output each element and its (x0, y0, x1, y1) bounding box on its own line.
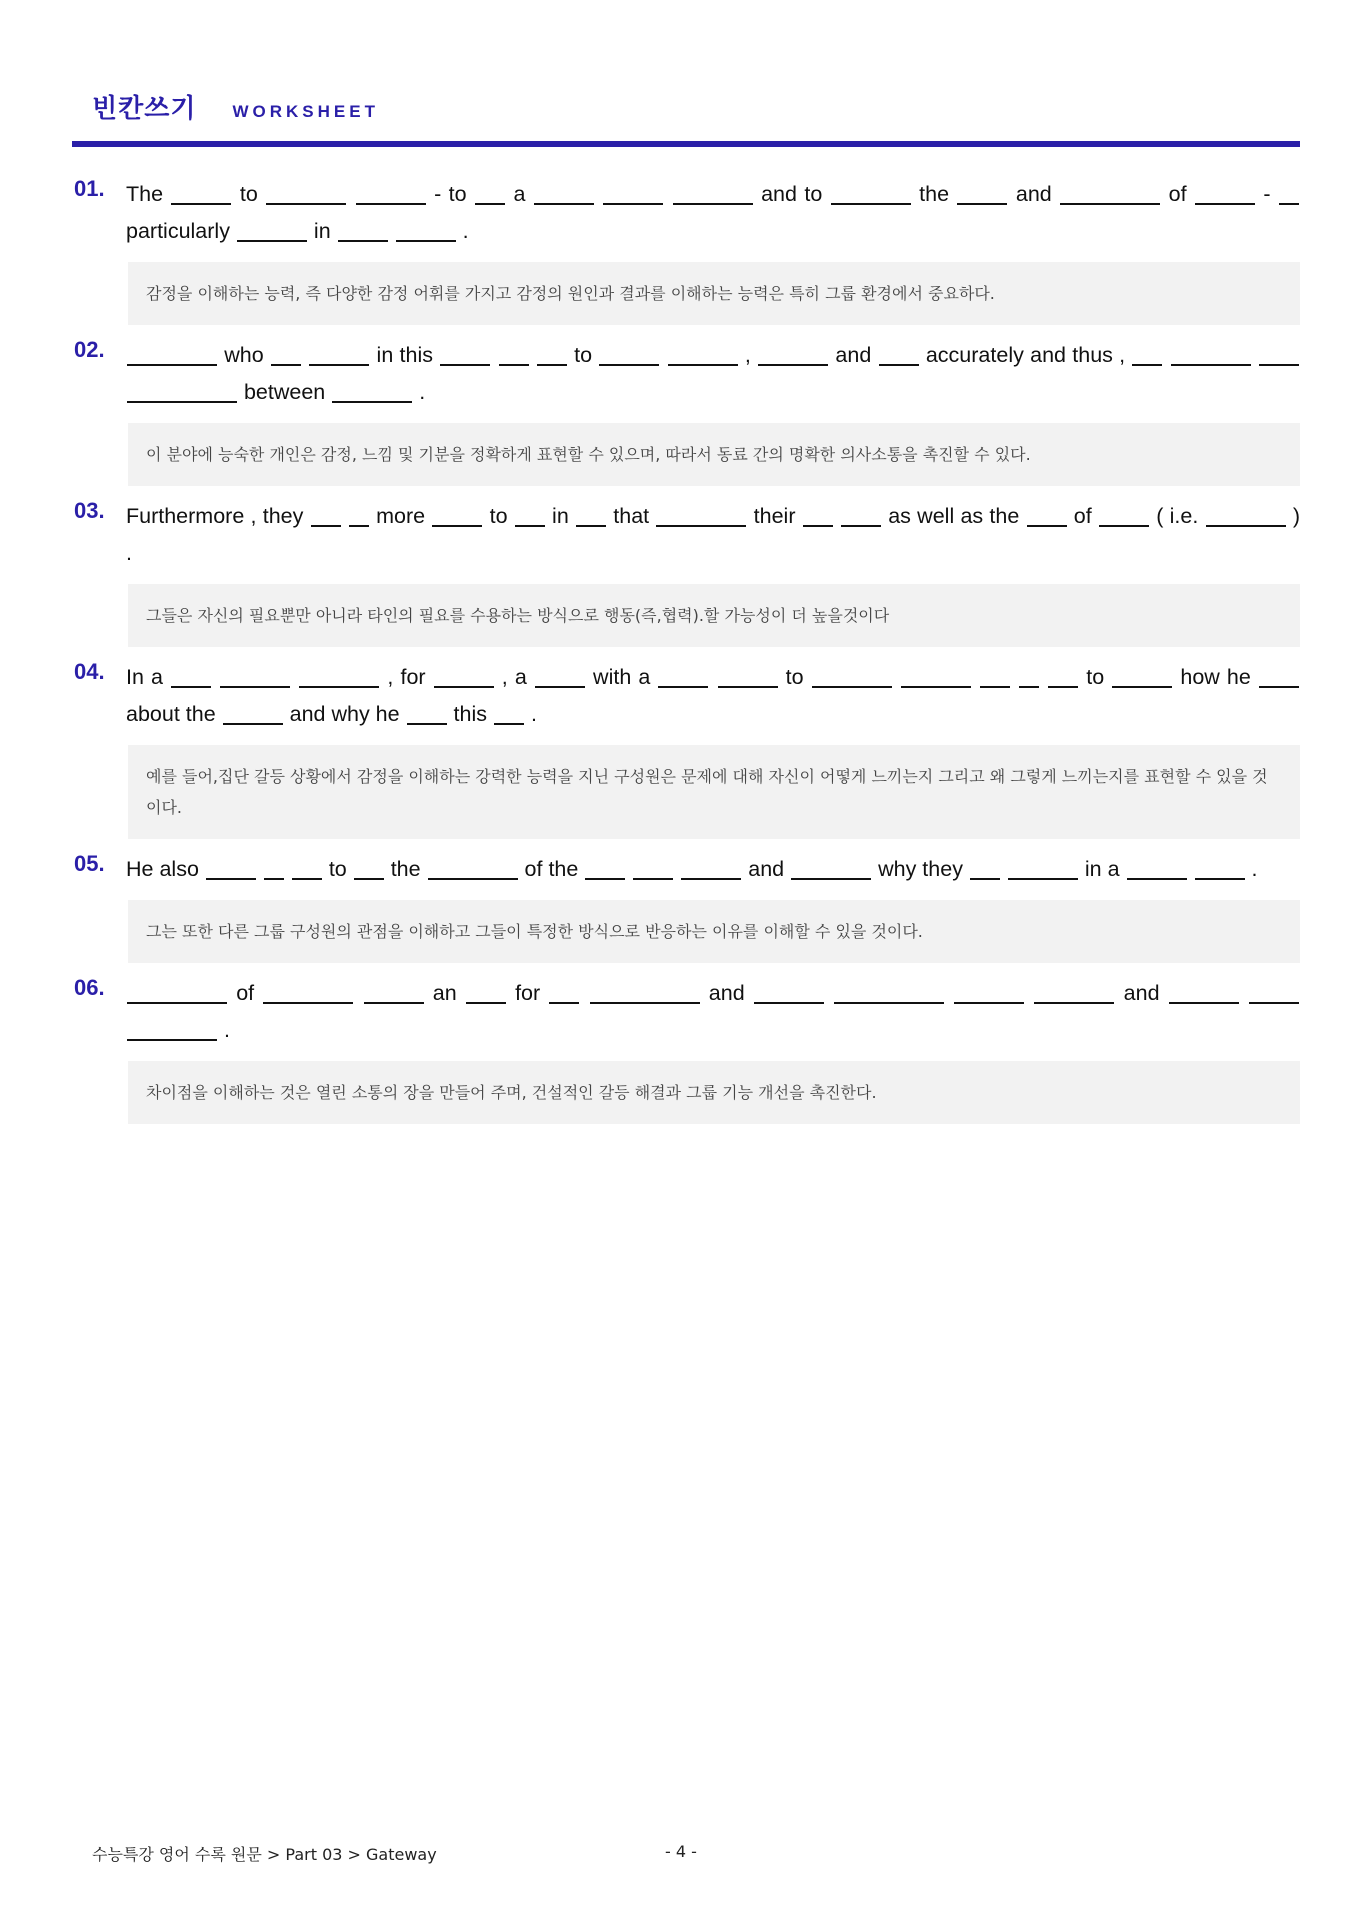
question-number: 01. (74, 176, 105, 201)
answer-blank[interactable] (220, 662, 290, 688)
question-item (72, 851, 1300, 963)
answer-blank[interactable] (791, 854, 871, 880)
answer-blank[interactable] (758, 340, 828, 366)
answer-blank[interactable] (1019, 662, 1039, 688)
breadcrumb: 수능특강 영어 수록 원문 > Part 03 > Gateway (92, 1845, 437, 1864)
answer-blank[interactable] (1034, 978, 1114, 1004)
answer-blank[interactable] (266, 179, 346, 205)
answer-blank[interactable] (127, 377, 237, 403)
answer-blank[interactable] (549, 978, 579, 1004)
blank-sentence[interactable]: He also to the of the and why they in a . (126, 851, 1300, 888)
blank-sentence[interactable]: In a , for , a with a to to how he about the and why he this . (126, 659, 1300, 733)
header-divider (72, 141, 1300, 147)
worksheet-title: 빈칸쓰기 (92, 94, 197, 124)
answer-blank[interactable] (466, 978, 506, 1004)
answer-blank[interactable] (223, 699, 283, 725)
worksheet-header (92, 88, 379, 128)
answer-blank[interactable] (171, 662, 211, 688)
question-item (72, 337, 1300, 486)
answer-blank[interactable] (803, 501, 833, 527)
worksheet-subtitle: WORKSHEET (232, 102, 379, 121)
question-item (72, 176, 1300, 325)
answer-blank[interactable] (668, 340, 738, 366)
blank-sentence[interactable]: who in this to , and accurately and thus , between . (126, 337, 1300, 411)
blank-sentence[interactable]: The to - to a and to the and of - particularly in . (126, 176, 1300, 250)
answer-blank[interactable] (237, 216, 307, 242)
answer-blank[interactable] (754, 978, 824, 1004)
answer-blank[interactable] (1279, 179, 1299, 205)
answer-blank[interactable] (515, 501, 545, 527)
blank-sentence[interactable]: Furthermore , they more to in that their as well as the of ( i.e. ) . (126, 498, 1300, 572)
answer-blank[interactable] (171, 179, 231, 205)
answer-blank[interactable] (1249, 978, 1299, 1004)
answer-blank[interactable] (127, 978, 227, 1004)
answer-blank[interactable] (1169, 978, 1239, 1004)
answer-blank[interactable] (633, 854, 673, 880)
answer-blank[interactable] (271, 340, 301, 366)
answer-blank[interactable] (127, 340, 217, 366)
answer-blank[interactable] (954, 978, 1024, 1004)
answer-blank[interactable] (264, 854, 284, 880)
answer-blank[interactable] (534, 179, 594, 205)
answer-blank[interactable] (656, 501, 746, 527)
answer-blank[interactable] (901, 662, 971, 688)
answer-blank[interactable] (292, 854, 322, 880)
answer-blank[interactable] (206, 854, 256, 880)
answer-blank[interactable] (603, 179, 663, 205)
question-number: 05. (74, 851, 105, 876)
translation-box: 감정을 이해하는 능력, 즉 다양한 감정 어휘를 가지고 감정의 원인과 결과를 이해하는 능력은 특히 그룹 환경에서 중요하다. (128, 262, 1300, 325)
translation-box: 이 분야에 능숙한 개인은 감정, 느낌 및 기분을 정확하게 표현할 수 있으며, 따라서 동료 간의 명확한 의사소통을 촉진할 수 있다. (128, 423, 1300, 486)
answer-blank[interactable] (537, 340, 567, 366)
answer-blank[interactable] (834, 978, 944, 1004)
question-item (72, 975, 1300, 1124)
answer-blank[interactable] (311, 501, 341, 527)
answer-blank[interactable] (841, 501, 881, 527)
answer-blank[interactable] (576, 501, 606, 527)
question-number: 03. (74, 498, 105, 523)
answer-blank[interactable] (1132, 340, 1162, 366)
answer-blank[interactable] (434, 662, 494, 688)
answer-blank[interactable] (407, 699, 447, 725)
question-number: 04. (74, 659, 105, 684)
answer-blank[interactable] (1099, 501, 1149, 527)
page-number: - 4 - (665, 1842, 697, 1861)
answer-blank[interactable] (1195, 179, 1255, 205)
answer-blank[interactable] (970, 854, 1000, 880)
answer-blank[interactable] (535, 662, 585, 688)
answer-blank[interactable] (1259, 340, 1299, 366)
answer-blank[interactable] (980, 662, 1010, 688)
question-number: 02. (74, 337, 105, 362)
answer-blank[interactable] (354, 854, 384, 880)
answer-blank[interactable] (812, 662, 892, 688)
question-number: 06. (74, 975, 105, 1000)
answer-blank[interactable] (1195, 854, 1245, 880)
answer-blank[interactable] (432, 501, 482, 527)
answer-blank[interactable] (299, 662, 379, 688)
answer-blank[interactable] (718, 662, 778, 688)
answer-blank[interactable] (338, 216, 388, 242)
answer-blank[interactable] (1127, 854, 1187, 880)
translation-box: 차이점을 이해하는 것은 열린 소통의 장을 만들어 주며, 건설적인 갈등 해결과 그룹 기능 개선을 촉진한다. (128, 1061, 1300, 1124)
answer-blank[interactable] (658, 662, 708, 688)
answer-blank[interactable] (1112, 662, 1172, 688)
answer-blank[interactable] (428, 854, 518, 880)
translation-box: 예를 들어,집단 갈등 상황에서 감정을 이해하는 강력한 능력을 지닌 구성원은 문제에 대해 자신이 어떻게 느끼는지 그리고 왜 그렇게 느끼는지를 표현할 수 있을 것이다. (128, 745, 1300, 839)
answer-blank[interactable] (499, 340, 529, 366)
answer-blank[interactable] (957, 179, 1007, 205)
question-item (72, 659, 1300, 839)
answer-blank[interactable] (1206, 501, 1286, 527)
answer-blank[interactable] (396, 216, 456, 242)
answer-blank[interactable] (263, 978, 353, 1004)
answer-blank[interactable] (673, 179, 753, 205)
answer-blank[interactable] (879, 340, 919, 366)
answer-blank[interactable] (1048, 662, 1078, 688)
answer-blank[interactable] (681, 854, 741, 880)
answer-blank[interactable] (494, 699, 524, 725)
answer-blank[interactable] (590, 978, 700, 1004)
question-list (72, 176, 1300, 1136)
translation-box: 그는 또한 다른 그룹 구성원의 관점을 이해하고 그들이 특정한 방식으로 반응하는 이유를 이해할 수 있을 것이다. (128, 900, 1300, 963)
answer-blank[interactable] (599, 340, 659, 366)
answer-blank[interactable] (440, 340, 490, 366)
answer-blank[interactable] (831, 179, 911, 205)
answer-blank[interactable] (349, 501, 369, 527)
answer-blank[interactable] (332, 377, 412, 403)
answer-blank[interactable] (364, 978, 424, 1004)
blank-sentence[interactable]: of an for and and . (126, 975, 1300, 1049)
answer-blank[interactable] (475, 179, 505, 205)
question-item (72, 498, 1300, 647)
answer-blank[interactable] (585, 854, 625, 880)
answer-blank[interactable] (127, 1015, 217, 1041)
answer-blank[interactable] (1027, 501, 1067, 527)
answer-blank[interactable] (1060, 179, 1160, 205)
answer-blank[interactable] (309, 340, 369, 366)
answer-blank[interactable] (1008, 854, 1078, 880)
translation-box: 그들은 자신의 필요뿐만 아니라 타인의 필요를 수용하는 방식으로 행동(즉,협력).할 가능성이 더 높을것이다 (128, 584, 1300, 647)
answer-blank[interactable] (1259, 662, 1299, 688)
answer-blank[interactable] (356, 179, 426, 205)
answer-blank[interactable] (1171, 340, 1251, 366)
